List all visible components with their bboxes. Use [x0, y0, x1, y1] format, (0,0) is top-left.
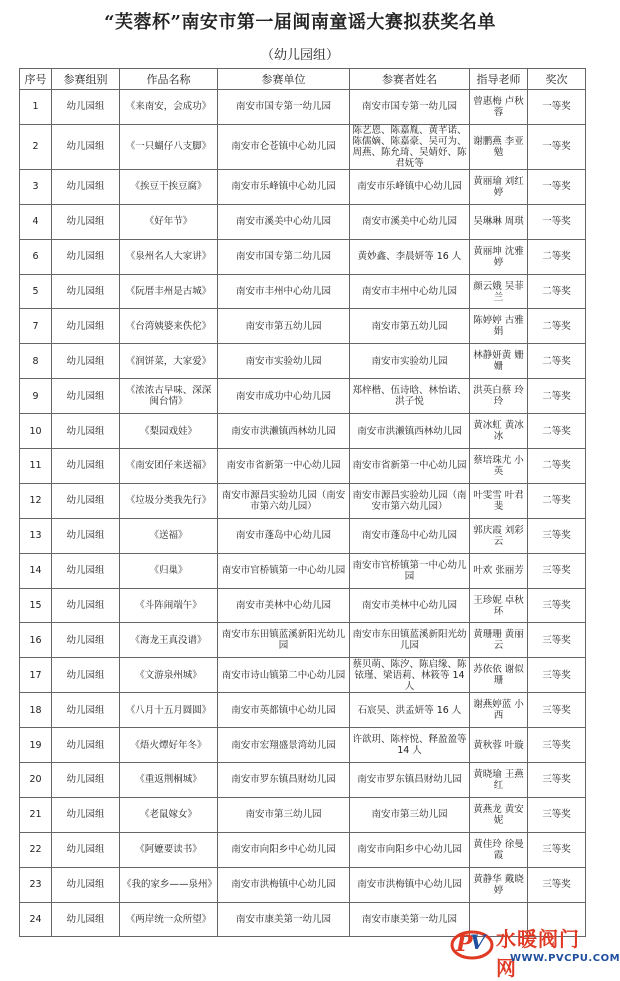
cell-unit: 南安市罗东镇昌财幼儿园	[218, 763, 350, 798]
table-row	[20, 623, 586, 658]
cell-teacher: 郭庆霞 刘彩云	[470, 518, 528, 553]
cell-no: 14	[20, 553, 52, 588]
cell-award: 三等奖	[528, 623, 586, 658]
cell-work: 《浓浓古早味、深深闽台情》	[120, 379, 218, 414]
cell-no: 13	[20, 518, 52, 553]
cell-award: 二等奖	[528, 274, 586, 309]
cell-unit: 南安市宏翔盛景湾幼儿园	[218, 728, 350, 763]
cell-names: 南安市源昌实验幼儿园（南安市第六幼儿园）	[350, 483, 470, 518]
table-row	[20, 239, 586, 274]
cell-names: 蔡贝萌、陈汐、陈启缘、陈铱瑾、梁语莉、林筱等 14 人	[350, 658, 470, 693]
cell-teacher: 谢燕婷蓝 小西	[470, 693, 528, 728]
cell-names: 南安市实验幼儿园	[350, 344, 470, 379]
cell-work: 《两岸统一众所望》	[120, 902, 218, 937]
cell-group: 幼儿园组	[52, 239, 120, 274]
page-subtitle: （幼儿园组）	[260, 48, 339, 63]
cell-names: 南安市洪濑镇西林幼儿园	[350, 414, 470, 449]
table-row	[20, 728, 586, 763]
cell-group: 幼儿园组	[52, 204, 120, 239]
cell-names: 南安市省新第一中心幼儿园	[350, 449, 470, 484]
cell-no: 22	[20, 832, 52, 867]
cell-no: 7	[20, 309, 52, 344]
page-title: “芙蓉杯”南安市第一届闽南童谣大赛拟获奖名单	[104, 12, 496, 33]
svg-text:V: V	[470, 930, 486, 954]
cell-work: 《润饼菜，大家爱》	[120, 344, 218, 379]
header-group: 参赛组别	[52, 69, 120, 90]
cell-group: 幼儿园组	[52, 309, 120, 344]
cell-group: 幼儿园组	[52, 763, 120, 798]
cell-work: 《我的家乡——泉州》	[120, 867, 218, 902]
cell-no: 5	[20, 274, 52, 309]
cell-work: 《八月十五月圆圆》	[120, 693, 218, 728]
cell-teacher: 叶雯雪 叶君斐	[470, 483, 528, 518]
cell-work: 《泉州名人大家讲》	[120, 239, 218, 274]
cell-unit: 南安市溪美中心幼儿园	[218, 204, 350, 239]
cell-no: 12	[20, 483, 52, 518]
table-row	[20, 90, 586, 125]
cell-group: 幼儿园组	[52, 124, 120, 169]
cell-award: 三等奖	[528, 867, 586, 902]
cell-award: 三等奖	[528, 832, 586, 867]
cell-award: 二等奖	[528, 449, 586, 484]
cell-names: 郑梓楷、伍诗晗、林怡诺、洪子悦	[350, 379, 470, 414]
cell-teacher: 黄静华 戴晓婷	[470, 867, 528, 902]
cell-work: 《来南安，会成功》	[120, 90, 218, 125]
cell-group: 幼儿园组	[52, 274, 120, 309]
watermark-text: 水暖阀门网	[496, 927, 580, 980]
table-row	[20, 169, 586, 204]
cell-work: 《斗阵闹端午》	[120, 588, 218, 623]
cell-teacher: 黄丽瑜 刘红婷	[470, 169, 528, 204]
cell-no: 3	[20, 169, 52, 204]
cell-award: 二等奖	[528, 344, 586, 379]
cell-award: 二等奖	[528, 414, 586, 449]
cell-names: 南安市官桥镇第一中心幼儿园	[350, 553, 470, 588]
cell-teacher: 黄晓瑜 王燕红	[470, 763, 528, 798]
pv-logo-icon	[450, 919, 494, 963]
cell-teacher: 王珍妮 卓秋环	[470, 588, 528, 623]
cell-no: 2	[20, 124, 52, 169]
table-row	[20, 588, 586, 623]
cell-unit: 南安市国专第一幼儿园	[218, 90, 350, 125]
cell-unit: 南安市英都镇中心幼儿园	[218, 693, 350, 728]
table-row	[20, 693, 586, 728]
cell-teacher: 黄秋蓉 叶璇	[470, 728, 528, 763]
cell-work: 《海龙王真没谱》	[120, 623, 218, 658]
cell-unit: 南安市东田镇蓝溪新阳光幼儿园	[218, 623, 350, 658]
cell-award: 三等奖	[528, 797, 586, 832]
cell-teacher: 黄珊珊 黄丽云	[470, 623, 528, 658]
cell-no: 24	[20, 902, 52, 937]
header-work: 作品名称	[120, 69, 218, 90]
cell-unit: 南安市美林中心幼儿园	[218, 588, 350, 623]
cell-no: 23	[20, 867, 52, 902]
cell-group: 幼儿园组	[52, 553, 120, 588]
cell-group: 幼儿园组	[52, 693, 120, 728]
table-body	[20, 90, 586, 937]
cell-work: 《阮厝丰州是古城》	[120, 274, 218, 309]
cell-teacher: 谢鹏燕 李亚勉	[470, 124, 528, 169]
table-row	[20, 449, 586, 484]
table-row	[20, 867, 586, 902]
cell-names: 南安市美林中心幼儿园	[350, 588, 470, 623]
cell-group: 幼儿园组	[52, 169, 120, 204]
cell-group: 幼儿园组	[52, 90, 120, 125]
cell-names: 南安市向阳乡中心幼儿园	[350, 832, 470, 867]
cell-names: 黄妙鑫、李晨妍等 16 人	[350, 239, 470, 274]
table-row	[20, 763, 586, 798]
cell-teacher: 林静妍黄 姗姗	[470, 344, 528, 379]
cell-no: 19	[20, 728, 52, 763]
cell-unit: 南安市国专第二幼儿园	[218, 239, 350, 274]
cell-no: 11	[20, 449, 52, 484]
table-row	[20, 832, 586, 867]
cell-unit: 南安市源昌实验幼儿园（南安市第六幼儿园）	[218, 483, 350, 518]
cell-award: 三等奖	[528, 658, 586, 693]
cell-no: 15	[20, 588, 52, 623]
cell-teacher: 洪英白蔡 玲玲	[470, 379, 528, 414]
cell-teacher: 黄丽坤 沈雅婷	[470, 239, 528, 274]
cell-group: 幼儿园组	[52, 902, 120, 937]
cell-names: 南安市丰州中心幼儿园	[350, 274, 470, 309]
header-award: 奖次	[528, 69, 586, 90]
cell-work: 《文游泉州城》	[120, 658, 218, 693]
header-teacher: 指导老师	[470, 69, 528, 90]
cell-no: 16	[20, 623, 52, 658]
cell-no: 18	[20, 693, 52, 728]
cell-unit: 南安市丰州中心幼儿园	[218, 274, 350, 309]
cell-unit: 南安市第五幼儿园	[218, 309, 350, 344]
cell-unit: 南安市省新第一中心幼儿园	[218, 449, 350, 484]
cell-names: 南安市溪美中心幼儿园	[350, 204, 470, 239]
cell-names: 南安市蓬岛中心幼儿园	[350, 518, 470, 553]
cell-teacher: 曾惠梅 卢秋蓉	[470, 90, 528, 125]
cell-unit: 南安市实验幼儿园	[218, 344, 350, 379]
cell-names: 南安市第三幼儿园	[350, 797, 470, 832]
cell-names: 陈艺恩、陈嘉胤、黄芊诺、陈儒嫡、陈嘉豪、吴可为、周燕、陈允琦、吴婧妤、陈君妩等	[350, 124, 470, 169]
cell-names: 南安市东田镇蓝溪新阳光幼儿园	[350, 623, 470, 658]
table-row	[20, 483, 586, 518]
cell-work: 《一只蝴仔八支脚》	[120, 124, 218, 169]
cell-award: 二等奖	[528, 239, 586, 274]
cell-group: 幼儿园组	[52, 797, 120, 832]
cell-unit: 南安市蓬岛中心幼儿园	[218, 518, 350, 553]
cell-work: 《送福》	[120, 518, 218, 553]
cell-award: 一等奖	[528, 124, 586, 169]
cell-teacher: 颜云娥 吴菲兰	[470, 274, 528, 309]
cell-group: 幼儿园组	[52, 832, 120, 867]
cell-award: 一等奖	[528, 90, 586, 125]
cell-work: 《重返荆桐城》	[120, 763, 218, 798]
cell-award: 一等奖	[528, 204, 586, 239]
table-row	[20, 379, 586, 414]
watermark	[450, 915, 620, 980]
cell-work: 《垃圾分类我先行》	[120, 483, 218, 518]
cell-no: 1	[20, 90, 52, 125]
watermark-url: WWW.PVCPU.COM	[510, 953, 620, 964]
cell-no: 8	[20, 344, 52, 379]
table-row	[20, 797, 586, 832]
cell-no: 20	[20, 763, 52, 798]
cell-no: 4	[20, 204, 52, 239]
cell-group: 幼儿园组	[52, 414, 120, 449]
cell-award: 三等奖	[528, 728, 586, 763]
cell-names: 许歆玥、陈梓悦、释盈盈等 14 人	[350, 728, 470, 763]
cell-award: 二等奖	[528, 379, 586, 414]
cell-unit: 南安市诗山镇第二中心幼儿园	[218, 658, 350, 693]
cell-no: 10	[20, 414, 52, 449]
header-unit: 参赛单位	[218, 69, 350, 90]
cell-unit: 南安市向阳乡中心幼儿园	[218, 832, 350, 867]
cell-work: 《台湾姨婆来佚佗》	[120, 309, 218, 344]
svg-text:P: P	[456, 931, 473, 957]
cell-award: 三等奖	[528, 518, 586, 553]
cell-group: 幼儿园组	[52, 658, 120, 693]
cell-work: 《梨园戏娃》	[120, 414, 218, 449]
cell-group: 幼儿园组	[52, 623, 120, 658]
cell-award: 二等奖	[528, 309, 586, 344]
cell-group: 幼儿园组	[52, 518, 120, 553]
cell-group: 幼儿园组	[52, 449, 120, 484]
cell-work: 《焐火燂好年冬》	[120, 728, 218, 763]
cell-no: 9	[20, 379, 52, 414]
table-row	[20, 124, 586, 169]
cell-teacher: 黄佳玲 徐曼霞	[470, 832, 528, 867]
table-row	[20, 309, 586, 344]
cell-work: 《南安团仔来送福》	[120, 449, 218, 484]
cell-award: 二等奖	[528, 483, 586, 518]
cell-no: 21	[20, 797, 52, 832]
cell-names: 石宸昊、洪孟妍等 16 人	[350, 693, 470, 728]
cell-group: 幼儿园组	[52, 588, 120, 623]
cell-no: 17	[20, 658, 52, 693]
header-names: 参赛者姓名	[350, 69, 470, 90]
cell-names: 南安市罗东镇昌财幼儿园	[350, 763, 470, 798]
cell-award: 三等奖	[528, 588, 586, 623]
cell-award: 三等奖	[528, 693, 586, 728]
cell-group: 幼儿园组	[52, 379, 120, 414]
cell-names: 南安市乐峰镇中心幼儿园	[350, 169, 470, 204]
cell-work: 《挨豆干挨豆腐》	[120, 169, 218, 204]
cell-unit: 南安市官桥镇第一中心幼儿园	[218, 553, 350, 588]
table-header-row	[20, 69, 586, 90]
cell-teacher: 黄燕龙 黄安妮	[470, 797, 528, 832]
cell-unit: 南安市成功中心幼儿园	[218, 379, 350, 414]
cell-work: 《老鼠嫁女》	[120, 797, 218, 832]
table-row	[20, 553, 586, 588]
cell-work: 《阿嬷要读书》	[120, 832, 218, 867]
cell-group: 幼儿园组	[52, 728, 120, 763]
cell-unit: 南安市第三幼儿园	[218, 797, 350, 832]
award-table	[19, 68, 586, 937]
cell-names: 南安市第五幼儿园	[350, 309, 470, 344]
cell-work: 《好年节》	[120, 204, 218, 239]
cell-unit: 南安市洪濑镇西林幼儿园	[218, 414, 350, 449]
cell-teacher: 叶欢 张丽芳	[470, 553, 528, 588]
table-row	[20, 518, 586, 553]
cell-unit: 南安市洪梅镇中心幼儿园	[218, 867, 350, 902]
cell-award: 三等奖	[528, 763, 586, 798]
table-row	[20, 414, 586, 449]
cell-teacher: 陈婷婷 古雅娟	[470, 309, 528, 344]
cell-no: 6	[20, 239, 52, 274]
cell-award: 三等奖	[528, 553, 586, 588]
cell-group: 幼儿园组	[52, 344, 120, 379]
cell-group: 幼儿园组	[52, 483, 120, 518]
cell-names: 南安市国专第一幼儿园	[350, 90, 470, 125]
cell-teacher: 黄冰虹 黄冰冰	[470, 414, 528, 449]
cell-teacher: 吴琳琳 周琪	[470, 204, 528, 239]
cell-teacher: 蔡培珠尤 小英	[470, 449, 528, 484]
table-row	[20, 658, 586, 693]
cell-work: 《归巢》	[120, 553, 218, 588]
table-row	[20, 204, 586, 239]
cell-names: 南安市洪梅镇中心幼儿园	[350, 867, 470, 902]
table-row	[20, 274, 586, 309]
header-no: 序号	[20, 69, 52, 90]
cell-unit: 南安市康美第一幼儿园	[218, 902, 350, 937]
table-row	[20, 344, 586, 379]
cell-group: 幼儿园组	[52, 867, 120, 902]
cell-names: 南安市康美第一幼儿园	[350, 902, 470, 937]
cell-teacher: 苏依依 谢似珊	[470, 658, 528, 693]
cell-unit: 南安市仑苍镇中心幼儿园	[218, 124, 350, 169]
cell-award: 一等奖	[528, 169, 586, 204]
cell-unit: 南安市乐峰镇中心幼儿园	[218, 169, 350, 204]
